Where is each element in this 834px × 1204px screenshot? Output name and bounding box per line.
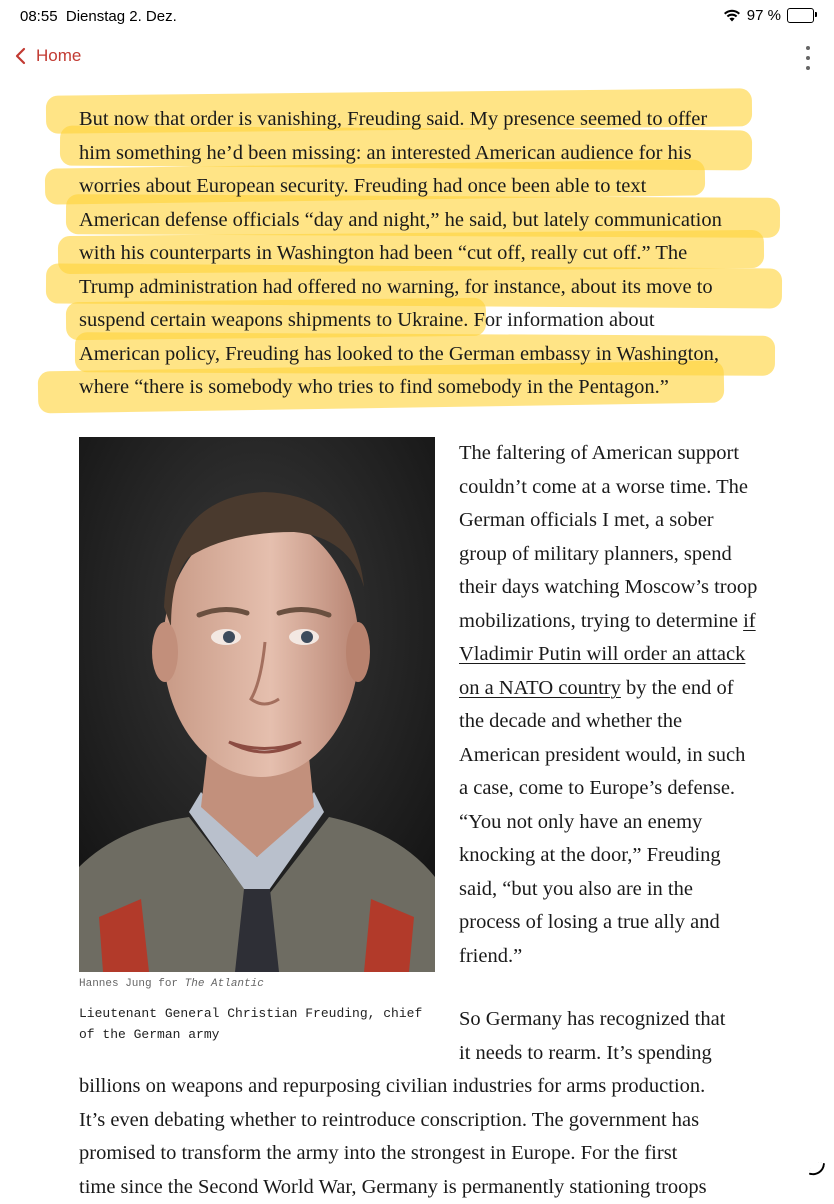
portrait-photo[interactable] — [79, 437, 435, 972]
battery-icon — [787, 8, 814, 23]
text-line: promised to transform the army into the strongest in Europe. For the first — [79, 1137, 769, 1171]
status-date: Dienstag 2. Dez. — [66, 8, 177, 25]
status-bar — [0, 0, 834, 32]
text-line: time since the Second World War, Germany is permanently stationing troops — [79, 1171, 769, 1204]
more-options-icon[interactable] — [804, 46, 812, 70]
text-line: American defense officials “day and night,” he said, but lately communication — [79, 204, 769, 238]
status-time: 08:55 — [20, 8, 58, 25]
text-line: suspend certain weapons shipments to Ukraine. For information about — [79, 304, 769, 338]
text-line: worries about European security. Freuding had once been able to text — [79, 170, 769, 204]
back-button[interactable] — [14, 46, 81, 66]
status-time-date — [20, 8, 177, 25]
text-line: with his counterparts in Washington had been “cut off, really cut off.” The — [79, 237, 769, 271]
text-line: But now that order is vanishing, Freuding said. My presence seemed to offer — [79, 103, 769, 137]
wifi-icon — [723, 9, 741, 22]
text-line: It’s even debating whether to reintroduce conscription. The government has — [79, 1104, 769, 1138]
article-paragraph-2: The faltering of American support couldn’t come at a worse time. The German officials I met, a sober group of military planners, spend their days watching Moscow’s troop mobilizations, trying to determine if Vladimir Putin will order an attack on a NATO country by the end of the decade and whether the American president would, in such a case, come to Europe’s defense. “You not only have an enemy knocking at the door,” Freuding said, “but you also are in the process of losing a true ally and friend.” — [459, 437, 759, 973]
text-line: where “there is somebody who tries to find somebody in the Pentagon.” — [79, 371, 769, 405]
text-line: So Germany has recognized that — [459, 1003, 769, 1037]
scroll-indicator-icon — [809, 1161, 825, 1177]
text-line: him something he’d been missing: an interested American audience for his — [79, 137, 769, 171]
photo-caption: Lieutenant General Christian Freuding, chief of the German army — [79, 1003, 424, 1045]
photo-credit: Hannes Jung for The Atlantic — [79, 978, 264, 990]
battery-percent: 97 % — [747, 7, 781, 24]
text-line: it needs to rearm. It’s spending — [459, 1037, 769, 1071]
back-label: Home — [36, 46, 81, 66]
chevron-left-icon — [14, 47, 26, 65]
inline-article-link[interactable]: if Vladimir Putin will order an attack on a NATO country — [459, 610, 756, 699]
photo-credit-publication: The Atlantic — [185, 978, 264, 990]
text-line: Trump administration had offered no warning, for instance, about its move to — [79, 271, 769, 305]
article-paragraph-3-continued — [79, 1070, 769, 1204]
text-line: billions on weapons and repurposing civilian industries for arms production. — [79, 1070, 769, 1104]
nav-bar — [0, 40, 834, 76]
article-paragraph-3-start — [459, 1003, 769, 1070]
text-line: American policy, Freuding has looked to the German embassy in Washington, — [79, 338, 769, 372]
article-paragraph-1 — [79, 103, 769, 405]
